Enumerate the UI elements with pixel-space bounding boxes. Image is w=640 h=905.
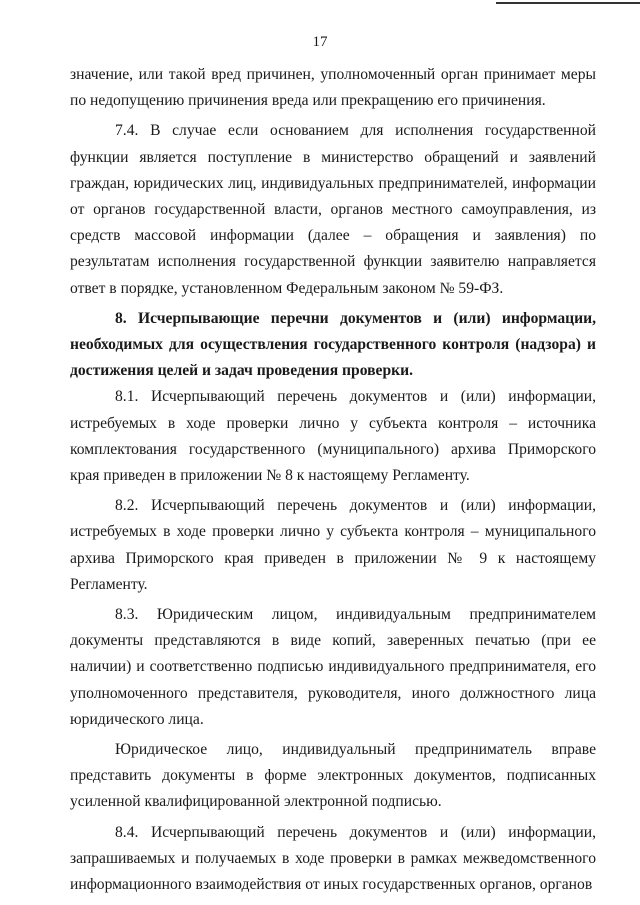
paragraph-8-4: 8.4. Исчерпывающий перечень документов и (или) информации, запрашиваемых и получаемых в ходе проверки в рамках межведомственного информационного взаимодействия от иных государственных органов, органов — [70, 823, 596, 894]
paragraph-8-3: 8.3. Юридическим лицом, индивидуальным предпринимателем документы представляются в виде копий, заверенных печатью (при ее наличии) и соответственно подписью индивидуального предпринимателя, его уполномоченного представителя, руководителя, иного должностного лица юридического лица. — [70, 606, 596, 728]
paragraph-8-2: 8.2. Исчерпывающий перечень документов и (или) информации, истребуемых в ходе проверки лично у субъекта контроля – муниципального архива Приморского края приведен в приложении № 9 к настоящему Регламенту. — [70, 497, 596, 593]
paragraph-8-1: 8.1. Исчерпывающий перечень документов и (или) информации, истребуемых в ходе проверки лично у субъекта контроля – источника комплектования государственного (муниципального) архива Приморского края приведен в приложении № 8 к настоящему Регламенту. — [70, 388, 596, 485]
section-heading-8: 8. Исчерпывающие перечни документов и (или) информации, необходимых для осуществления государственного контроля (надзора) и достижения целей и задач проведения проверки. — [70, 309, 596, 380]
top-rule — [496, 2, 640, 4]
page-number: 17 — [312, 34, 328, 50]
page-body — [70, 62, 596, 898]
paragraph-continuation: значение, или такой вред причинен, уполномоченный орган принимает меры по недопущению причинения вреда или прекращению его причинения. — [70, 66, 596, 110]
paragraph-8-3-continued: Юридическое лицо, индивидуальный предприниматель вправе представить документы в форме электронных документов, подписанных усиленной квалифицированной электронной подписью. — [70, 741, 596, 811]
paragraph-7-4: 7.4. В случае если основанием для исполнения государственной функции является поступление в министерство обращений и заявлений граждан, юридических лиц, индивидуальных предпринимателей, информации от органов государственной власти, органов местного самоуправления, из средств массовой информации (далее – обращения и заявления) по результатам исполнения государственной функции заявителю направляется ответ в порядке, установленном Федеральным законом № 59-ФЗ. — [70, 122, 596, 297]
